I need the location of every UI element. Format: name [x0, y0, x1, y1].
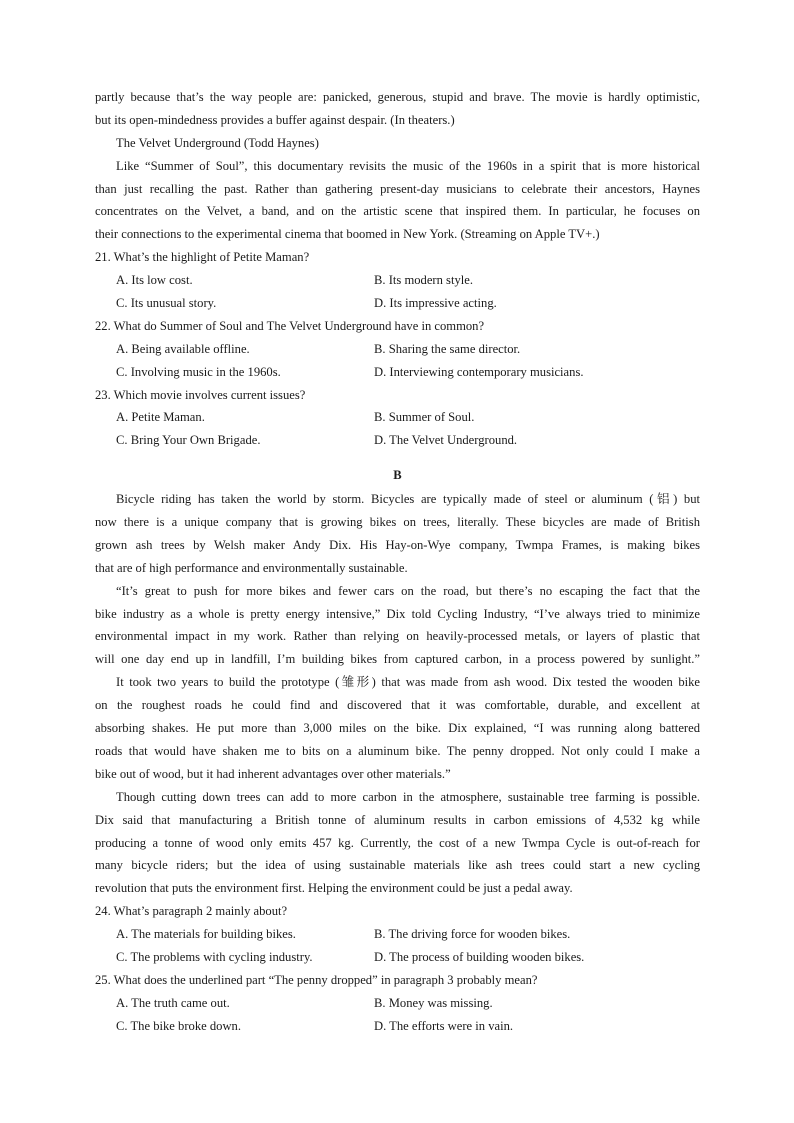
option-a: A. Petite Maman.: [116, 410, 205, 425]
text-line: their connections to the experimental cinema that boomed in New York. (Streaming on Apple TV+.): [95, 227, 600, 242]
question: [95, 315, 700, 384]
text-line: on the roughest roads he could find and discovered that it was comfortable, durable, and excellent at: [95, 698, 700, 713]
text-line: Dix said that manufacturing a British tonne of aluminum results in carbon emissions of 4,532 kg while: [95, 812, 700, 827]
option-row: [95, 429, 700, 452]
text-line: Though cutting down trees can add to more carbon in the atmosphere, sustainable tree farming is possible.: [116, 789, 700, 804]
velvet-review: [95, 132, 700, 246]
question-stem: 24. What’s paragraph 2 mainly about?: [95, 904, 288, 919]
text-line: bike industry as a whole is pretty energy intensive,” Dix told Cycling Industry, “I’ve always tried to minimize: [95, 606, 700, 621]
question: [95, 969, 700, 1038]
option-a: A. Being available offline.: [116, 341, 250, 356]
option-d: D. The process of building wooden bikes.: [374, 949, 585, 964]
text-line: absorbing shakes. He put more than 3,000 miles on the bike. Dix explained, “I was running along battered: [95, 721, 700, 736]
question-stem: 21. What’s the highlight of Petite Maman?: [95, 250, 310, 265]
text-line: but its open-mindedness provides a buffer against despair. (In theaters.): [95, 112, 455, 127]
paragraph-2: [95, 580, 700, 672]
question-stem: 23. Which movie involves current issues?: [95, 387, 306, 402]
option-row: [95, 338, 700, 361]
passage-b: [95, 488, 700, 900]
option-row: [95, 361, 700, 384]
option-b: B. Summer of Soul.: [374, 410, 475, 425]
paragraph-1: [95, 488, 700, 580]
text-line: It took two years to build the prototype (雏形) that was made from ash wood. Dix tested the wooden bike: [116, 675, 700, 690]
questions-a: [95, 246, 700, 452]
text-line: than just recalling the past. Rather than gathering present-day musicians to celebrate their ancestors, Haynes: [95, 181, 700, 196]
section-heading: B: [393, 468, 402, 483]
review-heading: The Velvet Underground (Todd Haynes): [116, 135, 319, 150]
text-line: bike out of wood, but it had inherent advantages over other materials.”: [95, 766, 451, 781]
question-stem: 25. What does the underlined part “The penny dropped” in paragraph 3 probably mean?: [95, 972, 538, 987]
text-line: roads that would have shaken me to bits on a aluminum bike. The penny dropped. Not only could I make a: [95, 743, 700, 758]
option-row: [95, 406, 700, 429]
passage-a-tail: [95, 86, 700, 132]
option-row: [95, 269, 700, 292]
exam-page: [95, 86, 700, 1038]
option-d: D. Interviewing contemporary musicians.: [374, 364, 584, 379]
option-row: [95, 923, 700, 946]
text-line: concentrates on the Velvet, a band, and on the artistic scene that inspired them. In particular, he focuses on: [95, 204, 700, 219]
text-line: environmental impact in my work. Rather than relying on heavily-processed metals, or layers of plastic that: [95, 629, 700, 644]
option-d: D. The efforts were in vain.: [374, 1018, 514, 1033]
option-row: [95, 1015, 700, 1038]
text-line: grown ash trees by Welsh maker Andy Dix. His Hay-on-Wye company, Twmpa Frames, is making bikes: [95, 537, 700, 552]
question: [95, 384, 700, 453]
question-stem: 22. What do Summer of Soul and The Velvet Underground have in common?: [95, 318, 485, 333]
option-row: [95, 292, 700, 315]
text-line: many bicycle riders; but the idea of using sustainable materials like ash trees could start a new cycling: [95, 858, 700, 873]
option-a: A. The materials for building bikes.: [116, 927, 296, 942]
text-line: Bicycle riding has taken the world by storm. Bicycles are typically made of steel or aluminum (铝) but: [116, 492, 700, 507]
option-row: [95, 946, 700, 969]
option-d: D. Its impressive acting.: [374, 296, 497, 311]
text-line: “It’s great to push for more bikes and fewer cars on the road, but there’s no escaping the fact that the: [116, 583, 700, 598]
question: [95, 900, 700, 969]
paragraph-3: [95, 671, 700, 785]
option-c: C. The problems with cycling industry.: [116, 949, 313, 964]
option-c: C. The bike broke down.: [116, 1018, 241, 1033]
option-c: C. Involving music in the 1960s.: [116, 364, 281, 379]
option-c: C. Bring Your Own Brigade.: [116, 433, 261, 448]
text-line: partly because that’s the way people are: panicked, generous, stupid and brave. The movie is hardly optimistic,: [95, 90, 700, 104]
text-line: now there is a unique company that is growing bikes on trees, literally. These bicycles are made of British: [95, 515, 700, 530]
question: [95, 246, 700, 315]
option-d: D. The Velvet Underground.: [374, 433, 518, 448]
option-b: B. The driving force for wooden bikes.: [374, 927, 571, 942]
text-line: producing a tonne of wood only emits 457 kg. Currently, the cost of a new Twmpa Cycle is out-of-reach for: [95, 835, 700, 850]
text-line: will one day end up in landfill, I’m building bikes from captured carbon, in a process powered by sunlight.”: [95, 652, 700, 667]
option-a: A. Its low cost.: [116, 273, 193, 288]
text-line: Like “Summer of Soul”, this documentary revisits the music of the 1960s in a spirit that is more historical: [116, 158, 700, 173]
option-b: B. Money was missing.: [374, 995, 493, 1010]
option-a: A. The truth came out.: [116, 995, 230, 1010]
text-line: revolution that puts the environment first. Helping the environment could be just a pedal away.: [95, 881, 573, 896]
text-line: that are of high performance and environmentally sustainable.: [95, 560, 408, 575]
option-row: [95, 992, 700, 1015]
questions-b: [95, 900, 700, 1037]
paragraph-4: [95, 786, 700, 900]
option-b: B. Its modern style.: [374, 273, 473, 288]
option-c: C. Its unusual story.: [116, 296, 217, 311]
option-b: B. Sharing the same director.: [374, 341, 521, 356]
